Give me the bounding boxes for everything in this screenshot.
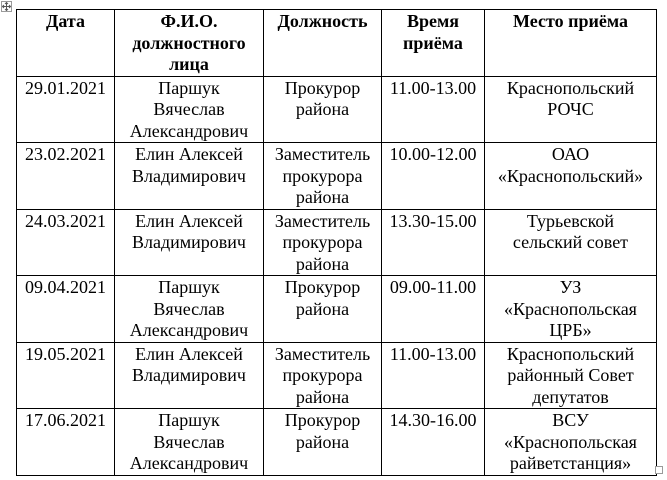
table-row (17, 276, 657, 343)
table-resize-handle[interactable] (655, 466, 663, 474)
cell-position: Заместитель прокурора района (264, 209, 382, 276)
header-reception-time: Время приёма (382, 10, 485, 77)
cell-reception-place: Краснопольский районный Совет депутатов (485, 342, 657, 409)
cell-reception-place: Краснопольский РОЧС (485, 76, 657, 143)
cell-date: 19.05.2021 (17, 342, 115, 409)
table-header-row (17, 10, 657, 77)
table-row (17, 209, 657, 276)
table-row (17, 409, 657, 476)
reception-schedule-table (16, 9, 657, 476)
cell-reception-time: 11.00-13.00 (382, 342, 485, 409)
table-row (17, 143, 657, 210)
cell-position: Заместитель прокурора района (264, 143, 382, 210)
cell-reception-place: УЗ «Краснопольская ЦРБ» (485, 276, 657, 343)
cell-reception-time: 10.00-12.00 (382, 143, 485, 210)
cell-official-name: Елин Алексей Владимирович (115, 342, 264, 409)
header-reception-place: Место приёма (485, 10, 657, 77)
cell-reception-place: ОАО «Краснопольский» (485, 143, 657, 210)
header-official-name: Ф.И.О. должностного лица (115, 10, 264, 77)
cell-reception-time: 09.00-11.00 (382, 276, 485, 343)
cell-official-name: Елин Алексей Владимирович (115, 209, 264, 276)
cell-official-name: Паршук Вячеслав Александрович (115, 76, 264, 143)
table-move-handle[interactable] (1, 1, 12, 12)
cell-reception-place: Турьевской сельский совет (485, 209, 657, 276)
move-arrows-icon (2, 2, 11, 11)
cell-date: 17.06.2021 (17, 409, 115, 476)
cell-position: Прокурор района (264, 276, 382, 343)
cell-date: 09.04.2021 (17, 276, 115, 343)
table-row (17, 342, 657, 409)
table-row (17, 76, 657, 143)
cell-reception-place: ВСУ «Краснопольская райветстанция» (485, 409, 657, 476)
cell-position: Прокурор района (264, 76, 382, 143)
cell-reception-time: 14.30-16.00 (382, 409, 485, 476)
header-position: Должность (264, 10, 382, 77)
cell-date: 23.02.2021 (17, 143, 115, 210)
cell-date: 29.01.2021 (17, 76, 115, 143)
header-date: Дата (17, 10, 115, 77)
cell-position: Прокурор района (264, 409, 382, 476)
cell-official-name: Паршук Вячеслав Александрович (115, 276, 264, 343)
cell-reception-time: 13.30-15.00 (382, 209, 485, 276)
cell-official-name: Паршук Вячеслав Александрович (115, 409, 264, 476)
cell-date: 24.03.2021 (17, 209, 115, 276)
cell-position: Заместитель прокурора района (264, 342, 382, 409)
cell-official-name: Елин Алексей Владимирович (115, 143, 264, 210)
cell-reception-time: 11.00-13.00 (382, 76, 485, 143)
